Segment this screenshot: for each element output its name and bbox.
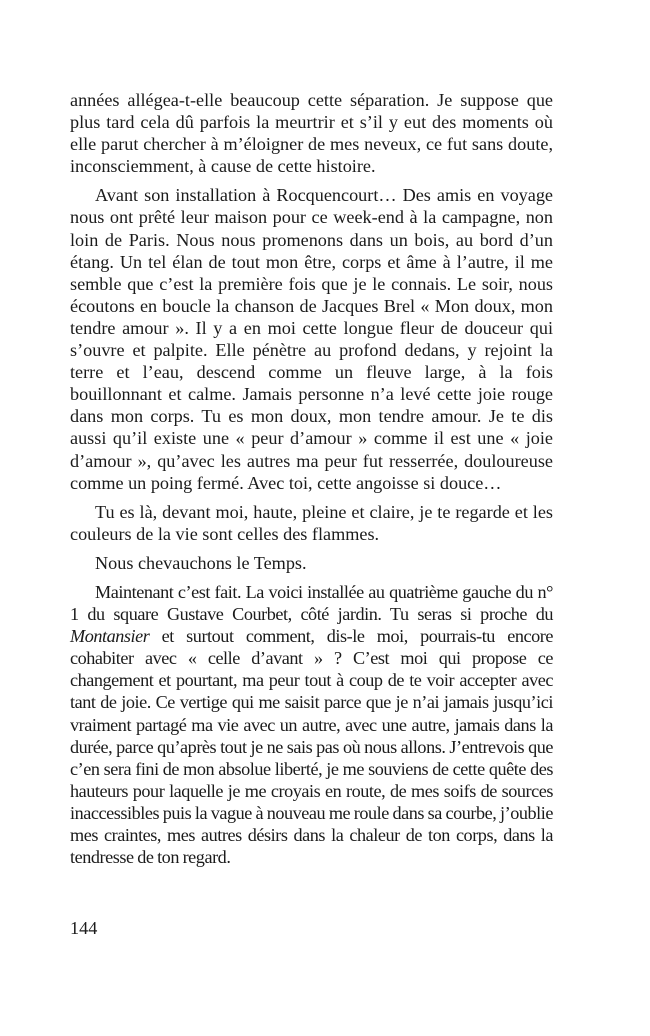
- paragraph-continued: années allégea-t-elle beaucoup cette séparation. Je suppose que plus tard cela dû parfois la meurtrir et s’il y eut des moments où elle parut chercher à m’éloigner de mes neveux, ce fut sans doute, inconsciemment, à cause de cette histoire.: [70, 90, 553, 177]
- paragraph-installation-start: Maintenant c’est fait. La voici installée au quatrième gauche du n° 1 du square Gustave Courbet, côté jardin. Tu seras si proche du: [70, 581, 553, 625]
- paragraph-temps: Nous chevauchons le Temps.: [95, 552, 307, 573]
- paragraph-flammes: Tu es là, devant moi, haute, pleine et claire, je te regarde et les couleurs de la vie sont celles des flammes.: [70, 501, 553, 544]
- theatre-name-italic: Montansier: [70, 626, 150, 647]
- paragraph-installation: [70, 581, 553, 868]
- paragraph-installation-end: et surtout comment, dis-le moi, pourrais-tu encore cohabiter avec « celle d’avant » ? C’est moi qui propose ce changement et pourtant, ma peur tout à coup de te voir accepter avec tant de joie. Ce vertige qui me saisit parce que je n’ai jamais jusqu’ici vraiment partagé ma vie avec un autre, avec une autre, jamais dans la durée, parce qu’après tout je ne sais pas où nous allons. J’entrevois que c’en sera fini de mon absolue liberté, je me souviens de cette quête des hauteurs pour laquelle je me croyais en route, de mes soifs de sources inaccessibles puis la vague à nouveau me roule dans sa courbe, j’oublie mes craintes, mes autres désirs dans la chaleur de ton corps, dans la tendresse de ton regard.: [70, 626, 553, 868]
- book-page-body: [70, 89, 553, 875]
- paragraph-rocquencourt: Avant son installation à Rocquencourt… Des amis en voyage nous ont prêté leur maison pour ce week-end à la campagne, non loin de Paris. Nous nous promenons dans un bois, au bord d’un étang. Un tel élan de tout mon être, corps et âme à l’autre, il me semble que c’est la première fois que je le connais. Le soir, nous écoutons en boucle la chanson de Jacques Brel « Mon doux, mon tendre amour ». Il y a en moi cette longue fleur de douceur qui s’ouvre et palpite. Elle pénètre au profond dedans, y rejoint la terre et l’eau, descend comme un fleuve large, à la fois bouillonnant et calme. Jamais personne n’a levé cette joie rouge dans mon corps. Tu es mon doux, mon tendre amour. Je te dis aussi qu’il existe une « peur d’amour » comme il est une « joie d’amour », qu’avec les autres ma peur fut resserrée, douloureuse comme un poing fermé. Avec toi, cette angoisse si douce…: [70, 185, 553, 493]
- page-number: 144: [70, 918, 98, 938]
